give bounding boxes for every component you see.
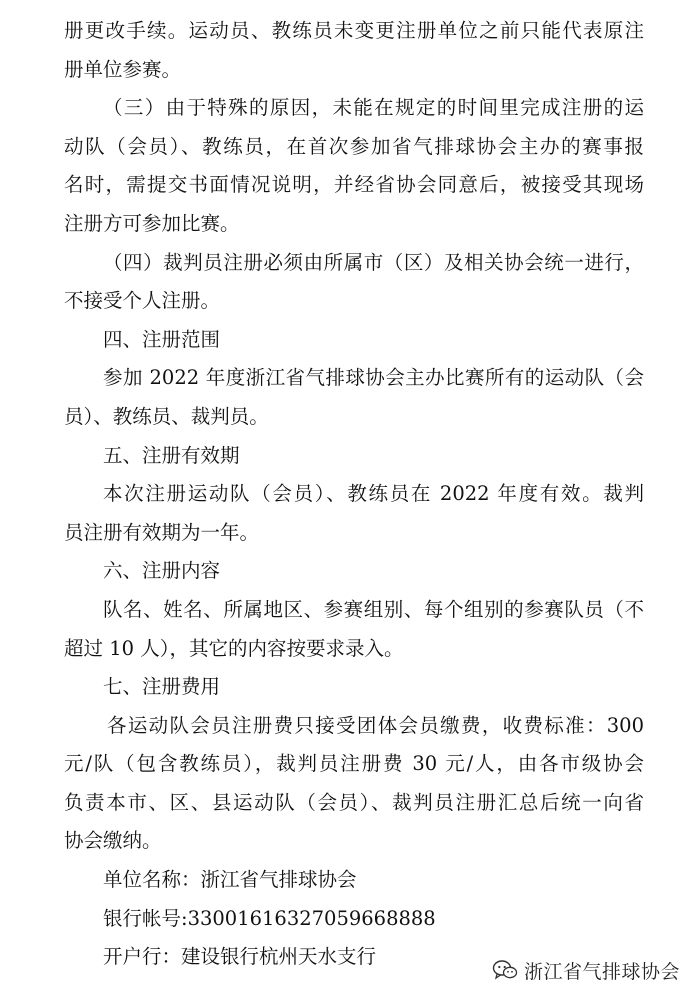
text-line: 各运动队会员注册费只接受团体会员缴费，收费标准：300	[107, 713, 644, 737]
section-heading: 六、注册内容	[103, 559, 221, 583]
text-line: 注册方可参加比赛。	[64, 211, 240, 235]
text-line: （四）裁判员注册必须由所属市（区）及相关协会统一进行，	[103, 250, 644, 274]
wechat-icon	[492, 959, 518, 981]
text-line: 册更改手续。运动员、教练员未变更注册单位之前只能代表原注	[64, 19, 644, 42]
watermark	[492, 955, 680, 985]
text-line: 员）、教练员、裁判员。	[64, 404, 269, 428]
text-line: 参加 2022 年度浙江省气排球协会主办比赛所有的运动队（会	[103, 366, 644, 390]
text-line: 本次注册运动队（会员）、教练员在 2022 年度有效。裁判	[103, 482, 644, 506]
bank-branch: 开户行：建设银行杭州天水支行	[103, 945, 377, 969]
section-heading: 四、注册范围	[103, 327, 221, 351]
bank-account-number: 银行帐号:33001616327059668888	[103, 906, 436, 930]
text-line: （三）由于特殊的原因，未能在规定的时间里完成注册的运	[103, 96, 644, 120]
section-heading: 五、注册有效期	[103, 443, 240, 467]
text-line: 队名、姓名、所属地区、参赛组别、每个组别的参赛队员（不	[103, 597, 644, 621]
text-line: 负责本市、区、县运动队（会员）、裁判员注册汇总后统一向省	[64, 790, 644, 814]
watermark-text: 浙江省气排球协会	[523, 960, 680, 983]
text-line: 超过 10 人），其它的内容按要求录入。	[64, 636, 404, 660]
text-line: 册单位参赛。	[64, 57, 182, 81]
text-line: 动队（会员）、教练员，在首次参加省气排球协会主办的赛事报	[64, 134, 644, 158]
text-line: 员注册有效期为一年。	[64, 520, 260, 544]
text-line: 协会缴纳。	[64, 829, 162, 853]
bank-account-name: 单位名称：浙江省气排球协会	[103, 868, 357, 892]
text-line: 不接受个人注册。	[64, 289, 221, 313]
document-body	[64, 12, 644, 977]
section-heading: 七、注册费用	[103, 675, 221, 699]
text-line: 名时，需提交书面情况说明，并经省协会同意后，被接受其现场	[64, 173, 644, 197]
text-line: 元/队（包含教练员），裁判员注册费 30 元/人，由各市级协会	[64, 752, 644, 776]
